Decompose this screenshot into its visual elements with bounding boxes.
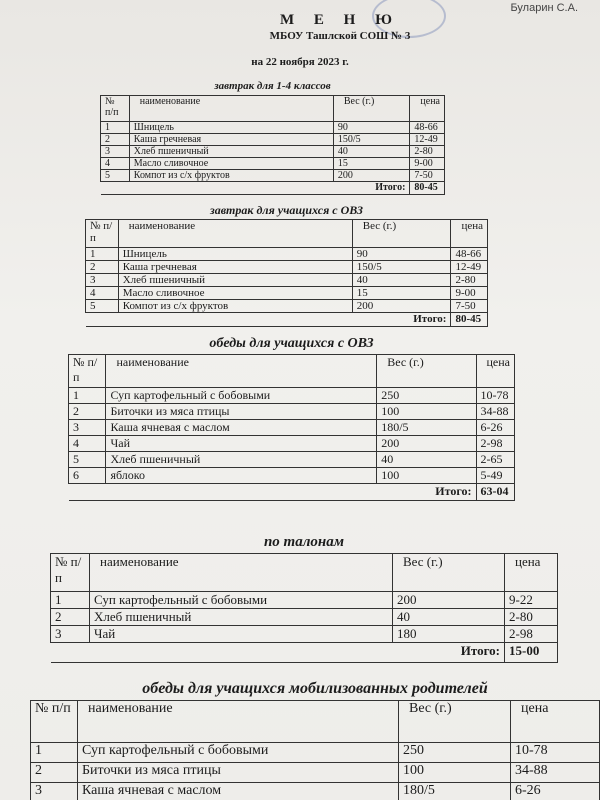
row-number: 1: [51, 592, 90, 609]
table-row: [101, 146, 445, 158]
dish-weight: 40: [333, 146, 410, 158]
header-number: № п/п: [101, 96, 130, 122]
dish-weight: 200: [352, 300, 451, 313]
dish-weight: 180/5: [377, 420, 476, 436]
dish-weight: 200: [333, 170, 410, 182]
row-number: 1: [69, 388, 106, 404]
dish-name: Каша ячневая с маслом: [78, 783, 399, 800]
table-row: [101, 170, 445, 182]
table-header-row: [51, 554, 558, 592]
table-row: [86, 261, 488, 274]
header-weight: Вес (г.): [352, 220, 451, 248]
dish-price: 2-80: [505, 609, 558, 626]
dish-name: Каша ячневая с маслом: [106, 420, 377, 436]
table-row: [31, 783, 600, 800]
dish-price: 10-78: [476, 388, 515, 404]
dish-name: Хлеб пшеничный: [118, 274, 352, 287]
row-number: 2: [51, 609, 90, 626]
dish-name: Биточки из мяса птицы: [106, 404, 377, 420]
dish-price: 2-80: [410, 146, 445, 158]
dish-name: Биточки из мяса птицы: [78, 763, 399, 783]
table-row: [69, 404, 515, 420]
header-price: цена: [511, 701, 600, 743]
row-number: 3: [31, 783, 78, 800]
total-row: [69, 484, 515, 501]
dish-weight: 90: [333, 122, 410, 134]
table-row: [69, 388, 515, 404]
section-title: обеды для учащихся с ОВЗ: [209, 336, 374, 351]
menu-table: [100, 95, 445, 195]
section-title: завтрак для учащихся с ОВЗ: [210, 203, 363, 217]
dish-weight: 150/5: [352, 261, 451, 274]
dish-price: 7-50: [410, 170, 445, 182]
menu-table: [68, 354, 515, 501]
dish-price: 2-65: [476, 452, 515, 468]
dish-price: 2-98: [505, 626, 558, 643]
row-number: 5: [101, 170, 130, 182]
total-row: [51, 643, 558, 663]
school-name: МБОУ Ташлской СОШ № 3: [269, 30, 411, 42]
table-row: [31, 763, 600, 783]
dish-name: Суп картофельный с бобовыми: [106, 388, 377, 404]
row-number: 1: [31, 743, 78, 763]
header-weight: Вес (г.): [333, 96, 410, 122]
approver-signature: Буларин С.А.: [510, 2, 578, 14]
table-row: [69, 436, 515, 452]
total-label: Итого:: [86, 313, 451, 327]
dish-weight: 180/5: [399, 783, 511, 800]
row-number: 3: [51, 626, 90, 643]
table-row: [86, 274, 488, 287]
section-title: обеды для учащихся мобилизованных родителей: [142, 680, 488, 697]
table-header-row: [86, 220, 488, 248]
header-weight: Вес (г.): [377, 355, 476, 388]
dish-weight: 40: [393, 609, 505, 626]
table-row: [86, 248, 488, 261]
dish-price: 9-00: [451, 287, 488, 300]
header-name: наименование: [78, 701, 399, 743]
table-row: [69, 452, 515, 468]
dish-weight: 100: [399, 763, 511, 783]
table-row: [101, 158, 445, 170]
dish-name: Хлеб пшеничный: [129, 146, 333, 158]
dish-weight: 100: [377, 404, 476, 420]
total-label: Итого:: [101, 182, 410, 195]
dish-name: Шницель: [118, 248, 352, 261]
header-price: цена: [410, 96, 445, 122]
dish-price: 34-88: [511, 763, 600, 783]
dish-price: 48-66: [451, 248, 488, 261]
total-label: Итого:: [69, 484, 477, 501]
dish-name: Чай: [106, 436, 377, 452]
table-header-row: [31, 701, 600, 743]
row-number: 3: [86, 274, 119, 287]
dish-name: Компот из с/х фруктов: [129, 170, 333, 182]
header-weight: Вес (г.): [399, 701, 511, 743]
row-number: 2: [69, 404, 106, 420]
dish-price: 9-00: [410, 158, 445, 170]
menu-table: [85, 219, 488, 327]
dish-price: 12-49: [410, 134, 445, 146]
row-number: 3: [69, 420, 106, 436]
row-number: 1: [101, 122, 130, 134]
menu-title: М Е Н Ю: [280, 12, 400, 28]
header-price: цена: [451, 220, 488, 248]
table-row: [101, 134, 445, 146]
dish-name: Масло сливочное: [129, 158, 333, 170]
row-number: 2: [86, 261, 119, 274]
dish-weight: 150/5: [333, 134, 410, 146]
menu-date: на 22 ноября 2023 г.: [251, 56, 349, 68]
total-value: 80-45: [451, 313, 488, 327]
dish-name: Шницель: [129, 122, 333, 134]
dish-price: 6-26: [476, 420, 515, 436]
dish-name: Компот из с/х фруктов: [118, 300, 352, 313]
table-row: [86, 287, 488, 300]
dish-weight: 40: [352, 274, 451, 287]
dish-weight: 250: [377, 388, 476, 404]
header-number: № п/п: [69, 355, 106, 388]
row-number: 2: [101, 134, 130, 146]
total-row: [101, 182, 445, 195]
dish-name: яблоко: [106, 468, 377, 484]
dish-price: 5-49: [476, 468, 515, 484]
row-number: 2: [31, 763, 78, 783]
dish-weight: 90: [352, 248, 451, 261]
dish-price: 48-66: [410, 122, 445, 134]
total-value: 80-45: [410, 182, 445, 195]
header-name: наименование: [106, 355, 377, 388]
dish-name: Хлеб пшеничный: [106, 452, 377, 468]
dish-name: Суп картофельный с бобовыми: [90, 592, 393, 609]
dish-name: Чай: [90, 626, 393, 643]
dish-name: Каша гречневая: [118, 261, 352, 274]
header-price: цена: [505, 554, 558, 592]
table-row: [69, 420, 515, 436]
header-name: наименование: [90, 554, 393, 592]
total-label: Итого:: [51, 643, 505, 663]
header-number: № п/п: [31, 701, 78, 743]
header-number: № п/п: [86, 220, 119, 248]
dish-weight: 15: [352, 287, 451, 300]
dish-name: Каша гречневая: [129, 134, 333, 146]
table-row: [101, 122, 445, 134]
dish-weight: 40: [377, 452, 476, 468]
total-value: 63-04: [476, 484, 515, 501]
section-title: по талонам: [263, 534, 345, 550]
header-price: цена: [476, 355, 515, 388]
row-number: 4: [69, 436, 106, 452]
dish-price: 12-49: [451, 261, 488, 274]
dish-price: 10-78: [511, 743, 600, 763]
row-number: 3: [101, 146, 130, 158]
table-row: [31, 743, 600, 763]
table-row: [51, 626, 558, 643]
dish-weight: 180: [393, 626, 505, 643]
row-number: 4: [101, 158, 130, 170]
dish-price: 9-22: [505, 592, 558, 609]
row-number: 5: [86, 300, 119, 313]
row-number: 6: [69, 468, 106, 484]
dish-weight: 100: [377, 468, 476, 484]
header-weight: Вес (г.): [393, 554, 505, 592]
table-header-row: [69, 355, 515, 388]
dish-price: 7-50: [451, 300, 488, 313]
row-number: 1: [86, 248, 119, 261]
dish-name: Суп картофельный с бобовыми: [78, 743, 399, 763]
row-number: 4: [86, 287, 119, 300]
table-row: [69, 468, 515, 484]
dish-price: 6-26: [511, 783, 600, 800]
menu-table: [30, 700, 600, 800]
header-number: № п/п: [51, 554, 90, 592]
dish-price: 2-80: [451, 274, 488, 287]
header-name: наименование: [118, 220, 352, 248]
dish-price: 2-98: [476, 436, 515, 452]
header-name: наименование: [129, 96, 333, 122]
table-row: [86, 300, 488, 313]
dish-weight: 200: [377, 436, 476, 452]
table-header-row: [101, 96, 445, 122]
section-title: завтрак для 1-4 классов: [214, 80, 331, 92]
table-row: [51, 609, 558, 626]
dish-name: Масло сливочное: [118, 287, 352, 300]
dish-name: Хлеб пшеничный: [90, 609, 393, 626]
dish-weight: 250: [399, 743, 511, 763]
menu-table: [50, 553, 558, 663]
row-number: 5: [69, 452, 106, 468]
dish-weight: 200: [393, 592, 505, 609]
dish-weight: 15: [333, 158, 410, 170]
dish-price: 34-88: [476, 404, 515, 420]
total-row: [86, 313, 488, 327]
total-value: 15-00: [505, 643, 558, 663]
table-row: [51, 592, 558, 609]
